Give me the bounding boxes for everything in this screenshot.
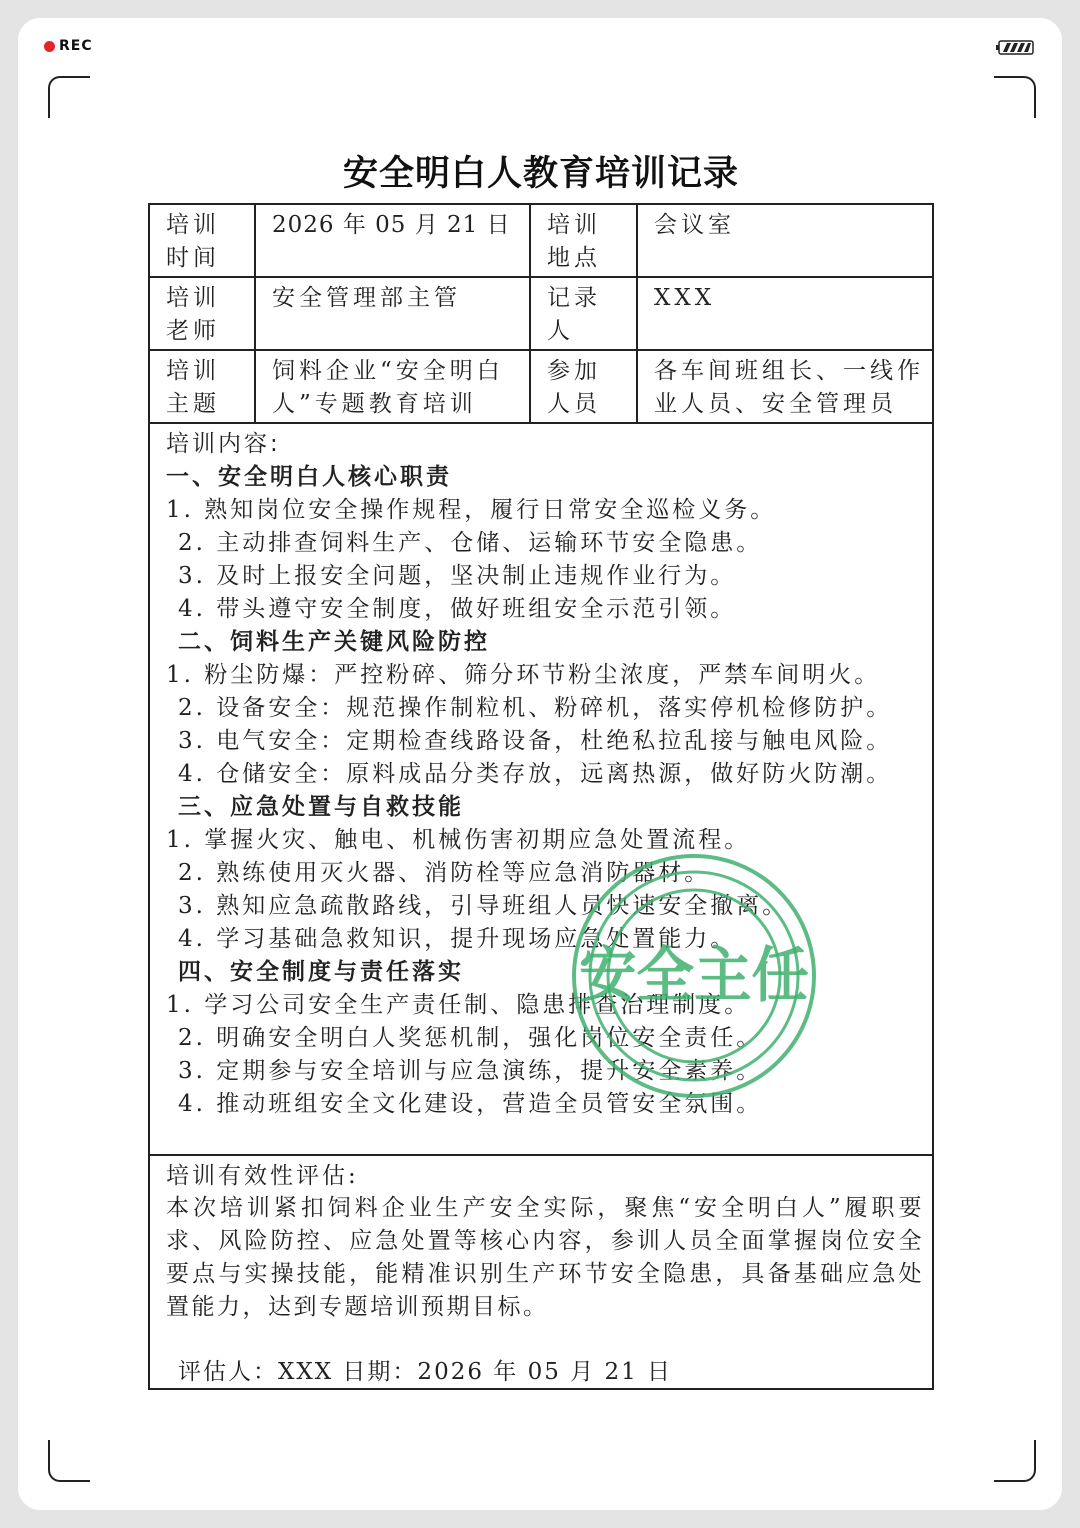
header-row-time-location [150,205,932,278]
header-row-teacher-recorder [150,278,932,351]
recording-indicator [44,38,93,54]
content-item: 4. 仓储安全：原料成品分类存放，远离热源，做好防火防潮。 [178,761,893,787]
header-row-topic-participants [150,351,932,424]
evaluation-section [150,1156,932,1388]
content-item: 1. 掌握火灾、触电、机械伤害初期应急处置流程。 [166,827,751,853]
content-item: 3. 及时上报安全问题，坚决制止违规作业行为。 [178,563,737,589]
content-item: 2. 主动排查饲料生产、仓储、运输环节安全隐患。 [178,530,763,556]
content-item: 2. 熟练使用灭火器、消防栓等应急消防器材。 [178,860,711,886]
label-training-topic: 培训 主题 [166,358,220,417]
label-training-location: 培训 地点 [547,212,601,271]
evaluation-signature: 评估人：XXX 日期：2026 年 05 月 21 日 [178,1359,673,1385]
rec-label: REC [59,38,93,54]
content-item: 1. 粉尘防爆：严控粉碎、筛分环节粉尘浓度，严禁车间明火。 [166,662,881,688]
label-recorder: 记录 人 [547,285,601,344]
value-training-teacher: 安全管理部主管 [272,285,461,311]
record-dot-icon [44,41,55,52]
section-heading-2: 二、饲料生产关键风险防控 [178,629,490,655]
section-heading-1: 一、安全明白人核心职责 [166,464,452,490]
viewfinder-corner-top-left [48,76,90,118]
content-item: 1. 学习公司安全生产责任制、隐患排查治理制度。 [166,992,751,1018]
value-training-location: 会议室 [654,212,735,238]
content-item: 4. 推动班组安全文化建设，营造全员管安全氛围。 [178,1091,763,1117]
content-item: 2. 明确安全明白人奖惩机制，强化岗位安全责任。 [178,1025,763,1051]
document-title: 安全明白人教育培训记录 [342,154,739,194]
content-item: 4. 学习基础急救知识，提升现场应急处置能力。 [178,926,737,952]
value-participants: 各车间班组长、一线作 业人员、安全管理员 [654,358,924,417]
label-participants: 参加 人员 [547,358,601,417]
label-training-teacher: 培训 老师 [166,285,220,344]
stamp-text: 安全主任 [579,941,809,1011]
label-training-time: 培训 时间 [166,212,220,271]
content-item: 3. 电气安全：定期检查线路设备，杜绝私拉乱接与触电风险。 [178,728,893,754]
training-content-section [150,424,932,1156]
value-training-time: 2026 年 05 月 21 日 [272,212,511,238]
content-item: 1. 熟知岗位安全操作规程，履行日常安全巡检义务。 [166,497,777,523]
content-item: 2. 设备安全：规范操作制粒机、粉碎机，落实停机检修防护。 [178,695,893,721]
section-heading-4: 四、安全制度与责任落实 [178,959,464,985]
section-heading-3: 三、应急处置与自救技能 [178,794,464,820]
training-record-table [148,203,934,1390]
training-content-label: 培训内容: [166,431,281,457]
value-training-topic: 饲料企业“安全明白 人”专题教育培训 [272,358,504,417]
content-item: 3. 定期参与安全培训与应急演练，提升安全素养。 [178,1058,763,1084]
evaluation-label: 培训有效性评估: [166,1163,359,1189]
evaluation-text: 本次培训紧扣饲料企业生产安全实际，聚焦“安全明白人”履职要求、风险防控、应急处置等核心内容，参训人员全面掌握岗位安全要点与实操技能，能精准识别生产环节安全隐患，具备基础应急处置能力，达到专题培训预期目标。 [166,1195,924,1320]
battery-icon [996,40,1034,55]
content-item: 3. 熟知应急疏散路线，引导班组人员快速安全撤离。 [178,893,789,919]
viewfinder-corner-bottom-left [48,1440,90,1482]
viewfinder-corner-top-right [994,76,1036,118]
value-recorder: XXX [654,285,716,311]
viewfinder-corner-bottom-right [994,1440,1036,1482]
content-item: 4. 带头遵守安全制度，做好班组安全示范引领。 [178,596,737,622]
